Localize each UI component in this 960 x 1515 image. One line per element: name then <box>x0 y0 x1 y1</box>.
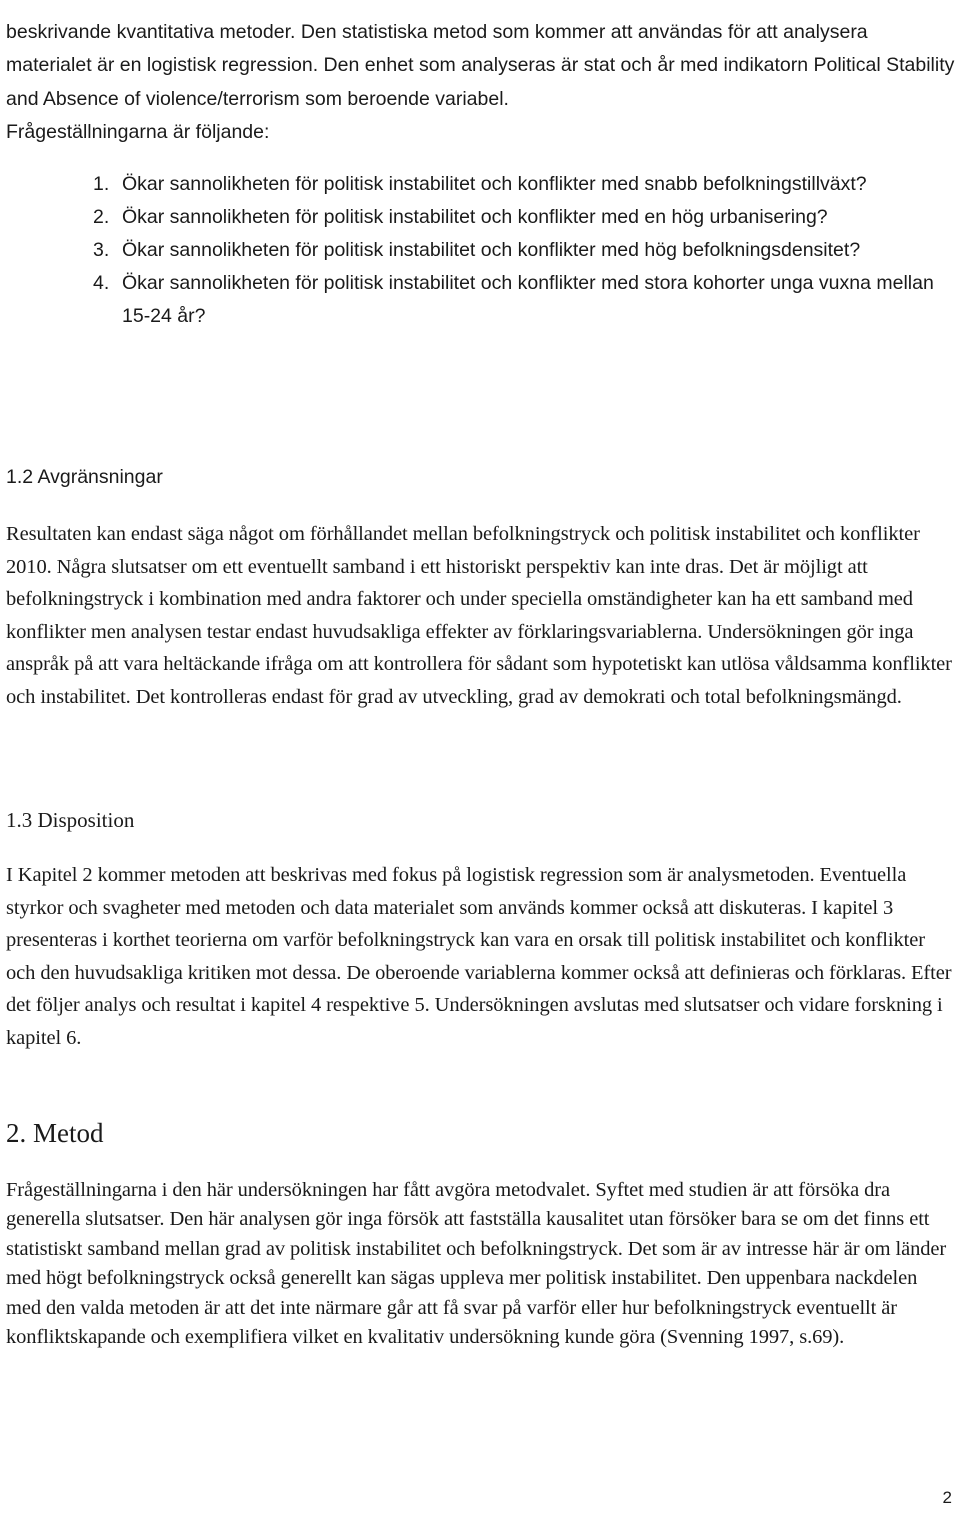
research-questions-list <box>93 168 955 333</box>
list-item <box>93 234 955 267</box>
list-item-text: Ökar sannolikheten för politisk instabilitet och konflikter med hög befolkningsdensitet? <box>122 239 861 261</box>
avgransningar-paragraph: Resultaten kan endast säga något om förhållandet mellan befolkningstryck och politisk instabilitet och konflikter 2010. Några slutsatser om ett eventuellt samband i ett historiskt perspektiv kan inte dras. Det är möjligt att befolkningstryck i kombination med andra faktorer och under speciella omständigheter kan ha ett samband med konflikter men analysen testar endast huvudsakliga effekter av förklaringsvariablerna. Undersökningen gör inga anspråk på att vara heltäckande ifråga om att kontrollera för sådant som hypotetiskt kan utlösa våldsamma konflikter och instabilitet. Det kontrolleras endast för grad av utveckling, grad av demokrati och total befolkningsmängd. <box>6 523 952 708</box>
disposition-paragraph: I Kapitel 2 kommer metoden att beskrivas med fokus på logistisk regression som är analysmetoden. Eventuella styrkor och svagheter med metoden och data materialet som används kommer också att diskuteras. I kapitel 3 presenteras i korthet teorierna om varför befolkningstryck kan vara en orsak till politisk instabilitet och konflikter och den huvudsakliga kritiken mot dessa. De oberoende variablerna kommer också att definieras och förklaras. Efter det följer analys och resultat i kapitel 4 respektive 5. Undersökningen avslutas med slutsatser och vidare forskning i kapitel 6. <box>6 864 952 1049</box>
page-number: 2 <box>942 1488 952 1507</box>
list-item-number: 4. <box>93 272 110 294</box>
metod-paragraph: Frågeställningarna i den här undersökningen har fått avgöra metodvalet. Syftet med studien är att försöka dra generella slutsatser. Den här analysen gör inga försök att fastställa kausalitet utan försöker bara se om det finns ett statistiskt samband mellan grad av politisk instabilitet och befolkningstryck. Det som är av intresse här är om länder med högt befolkningstryck också generellt kan sägas uppleva mer politisk instabilitet. Den uppenbara nackdelen med den valda metoden är att det inte närmare går att få svar på varför eller hur befolkningstryck eventuellt är konfliktskapande och exemplifiera vilket en kvalitativ undersökning kunde göra (Svenning 1997, s.69). <box>6 1179 947 1349</box>
list-item-text: Ökar sannolikheten för politisk instabilitet och konflikter med en hög urbanisering? <box>122 206 828 228</box>
list-item-number: 2. <box>93 206 110 228</box>
list-item-number: 1. <box>93 173 110 195</box>
intro-paragraph: beskrivande kvantitativa metoder. Den statistiska metod som kommer att användas för att analysera materialet är en logistisk regression. Den enhet som analyseras är stat och år med indikatorn Political Stability and Absence of violence/terrorism som beroende variabel. <box>6 20 955 110</box>
section-heading-metod: 2. Metod <box>6 1118 104 1148</box>
list-item <box>93 267 955 333</box>
list-item-text: Ökar sannolikheten för politisk instabilitet och konflikter med stora kohorter unga vuxna mellan 15-24 år? <box>122 272 934 327</box>
list-item <box>93 168 955 201</box>
questions-heading: Frågeställningarna är följande: <box>6 121 270 143</box>
section-heading-avgransningar: 1.2 Avgränsningar <box>6 466 163 488</box>
list-item-number: 3. <box>93 239 110 261</box>
list-item-text: Ökar sannolikheten för politisk instabilitet och konflikter med snabb befolkningstillväxt? <box>122 173 867 195</box>
list-item <box>93 201 955 234</box>
section-heading-disposition: 1.3 Disposition <box>6 808 135 832</box>
